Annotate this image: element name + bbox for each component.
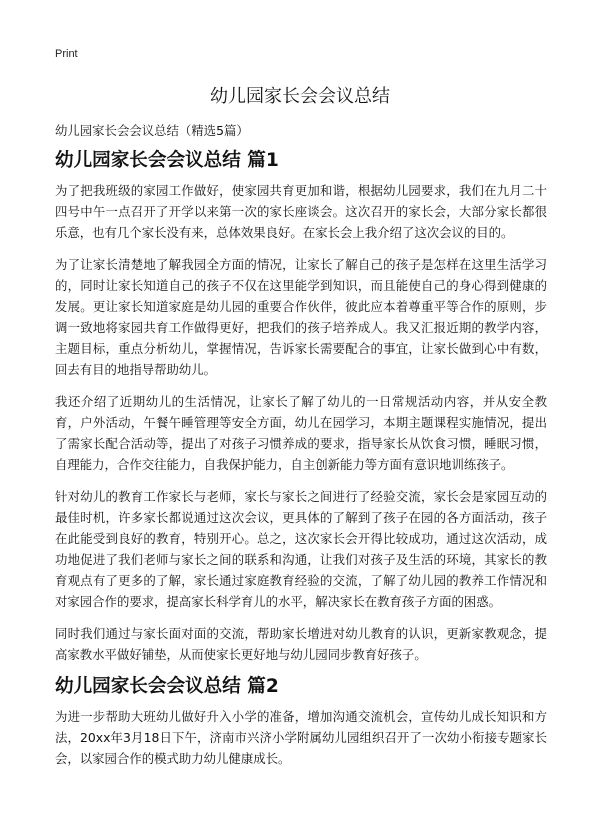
paragraph: 为了让家长清楚地了解我园全方面的情况，让家长了解自己的孩子是怎样在这里生活学习的，同时让家长知道自己的孩子不仅在这里能学到知识，而且能使自己的身心得到健康的发展。更让家长知道家庭是幼儿园的重要合作伙伴，彼此应本着尊重平等合作的原则，步调一致地将家园共育工作做得更好，把我们的孩子培养成人。我又汇报近期的教学内容，主题目标，重点分析幼儿，掌握情况，告诉家长需要配合的事宜，让家长做到心中有数，回去有目的地指导帮助幼儿。 bbox=[55, 257, 547, 377]
section-heading-1: 幼儿园家长会会议总结 篇1 bbox=[55, 150, 279, 171]
section-heading-2: 幼儿园家长会会议总结 篇2 bbox=[55, 676, 279, 697]
paragraph: 针对幼儿的教育工作家长与老师，家长与家长之间进行了经验交流，家长会是家园互动的最佳时机，许多家长都说通过这次会议，更具体的了解到了孩子在园的各方面活动，孩子在此能受到良好的教育，特别开心。总之，这次家长会开得比较成功，通过这次活动，成功地促进了我们老师与家长之间的联系和沟通，让我们对孩子及生活的环境，其家长的教育观点有了更多的了解，家长通过家庭教育经验的交流，了解了幼儿园的教养工作情况和对家园合作的要求，提高家长科学育儿的水平，解决家长在教育孩子方面的困惑。 bbox=[55, 489, 547, 609]
paragraph: 同时我们通过与家长面对面的交流，帮助家长增进对幼儿教育的认识，更新家教观念，提高家教水平做好铺垫，从而使家长更好地与幼儿园同步教育好孩子。 bbox=[55, 626, 547, 662]
paragraph: 为了把我班级的家园工作做好，使家园共育更加和谐，根据幼儿园要求，我们在九月二十四号中午一点召开了开学以来第一次的家长座谈会。这次召开的家长会，大部分家长都很乐意，也有几个家长没有来，总体效果良好。在家长会上我介绍了这次会议的目的。 bbox=[55, 183, 547, 240]
document-subtitle: 幼儿园家长会会议总结（精选5篇） bbox=[55, 123, 249, 138]
paragraph: 为进一步帮助大班幼儿做好升入小学的准备，增加沟通交流机会，宣传幼儿成长知识和方法，20xx年3月18日下午，济南市兴济小学附属幼儿园组织召开了一次幼小衔接专题家长会，以家园合作的模式助力幼儿健康成长。 bbox=[55, 709, 547, 766]
page-title: 幼儿园家长会会议总结 bbox=[210, 86, 390, 107]
paragraph: 我还介绍了近期幼儿的生活情况，让家长了解了幼儿的一日常规活动内容，并从安全教育，户外活动，午餐午睡管理等安全方面，幼儿在园学习，本期主题课程实施情况，提出了需家长配合活动等，提出了对孩子习惯养成的要求，指导家长从饮食习惯，睡眠习惯，自理能力，合作交往能力，自我保护能力，自主创新能力等方面有意识地训练孩子。 bbox=[55, 394, 547, 472]
document-body bbox=[55, 120, 547, 780]
print-link[interactable]: Print bbox=[55, 48, 78, 60]
